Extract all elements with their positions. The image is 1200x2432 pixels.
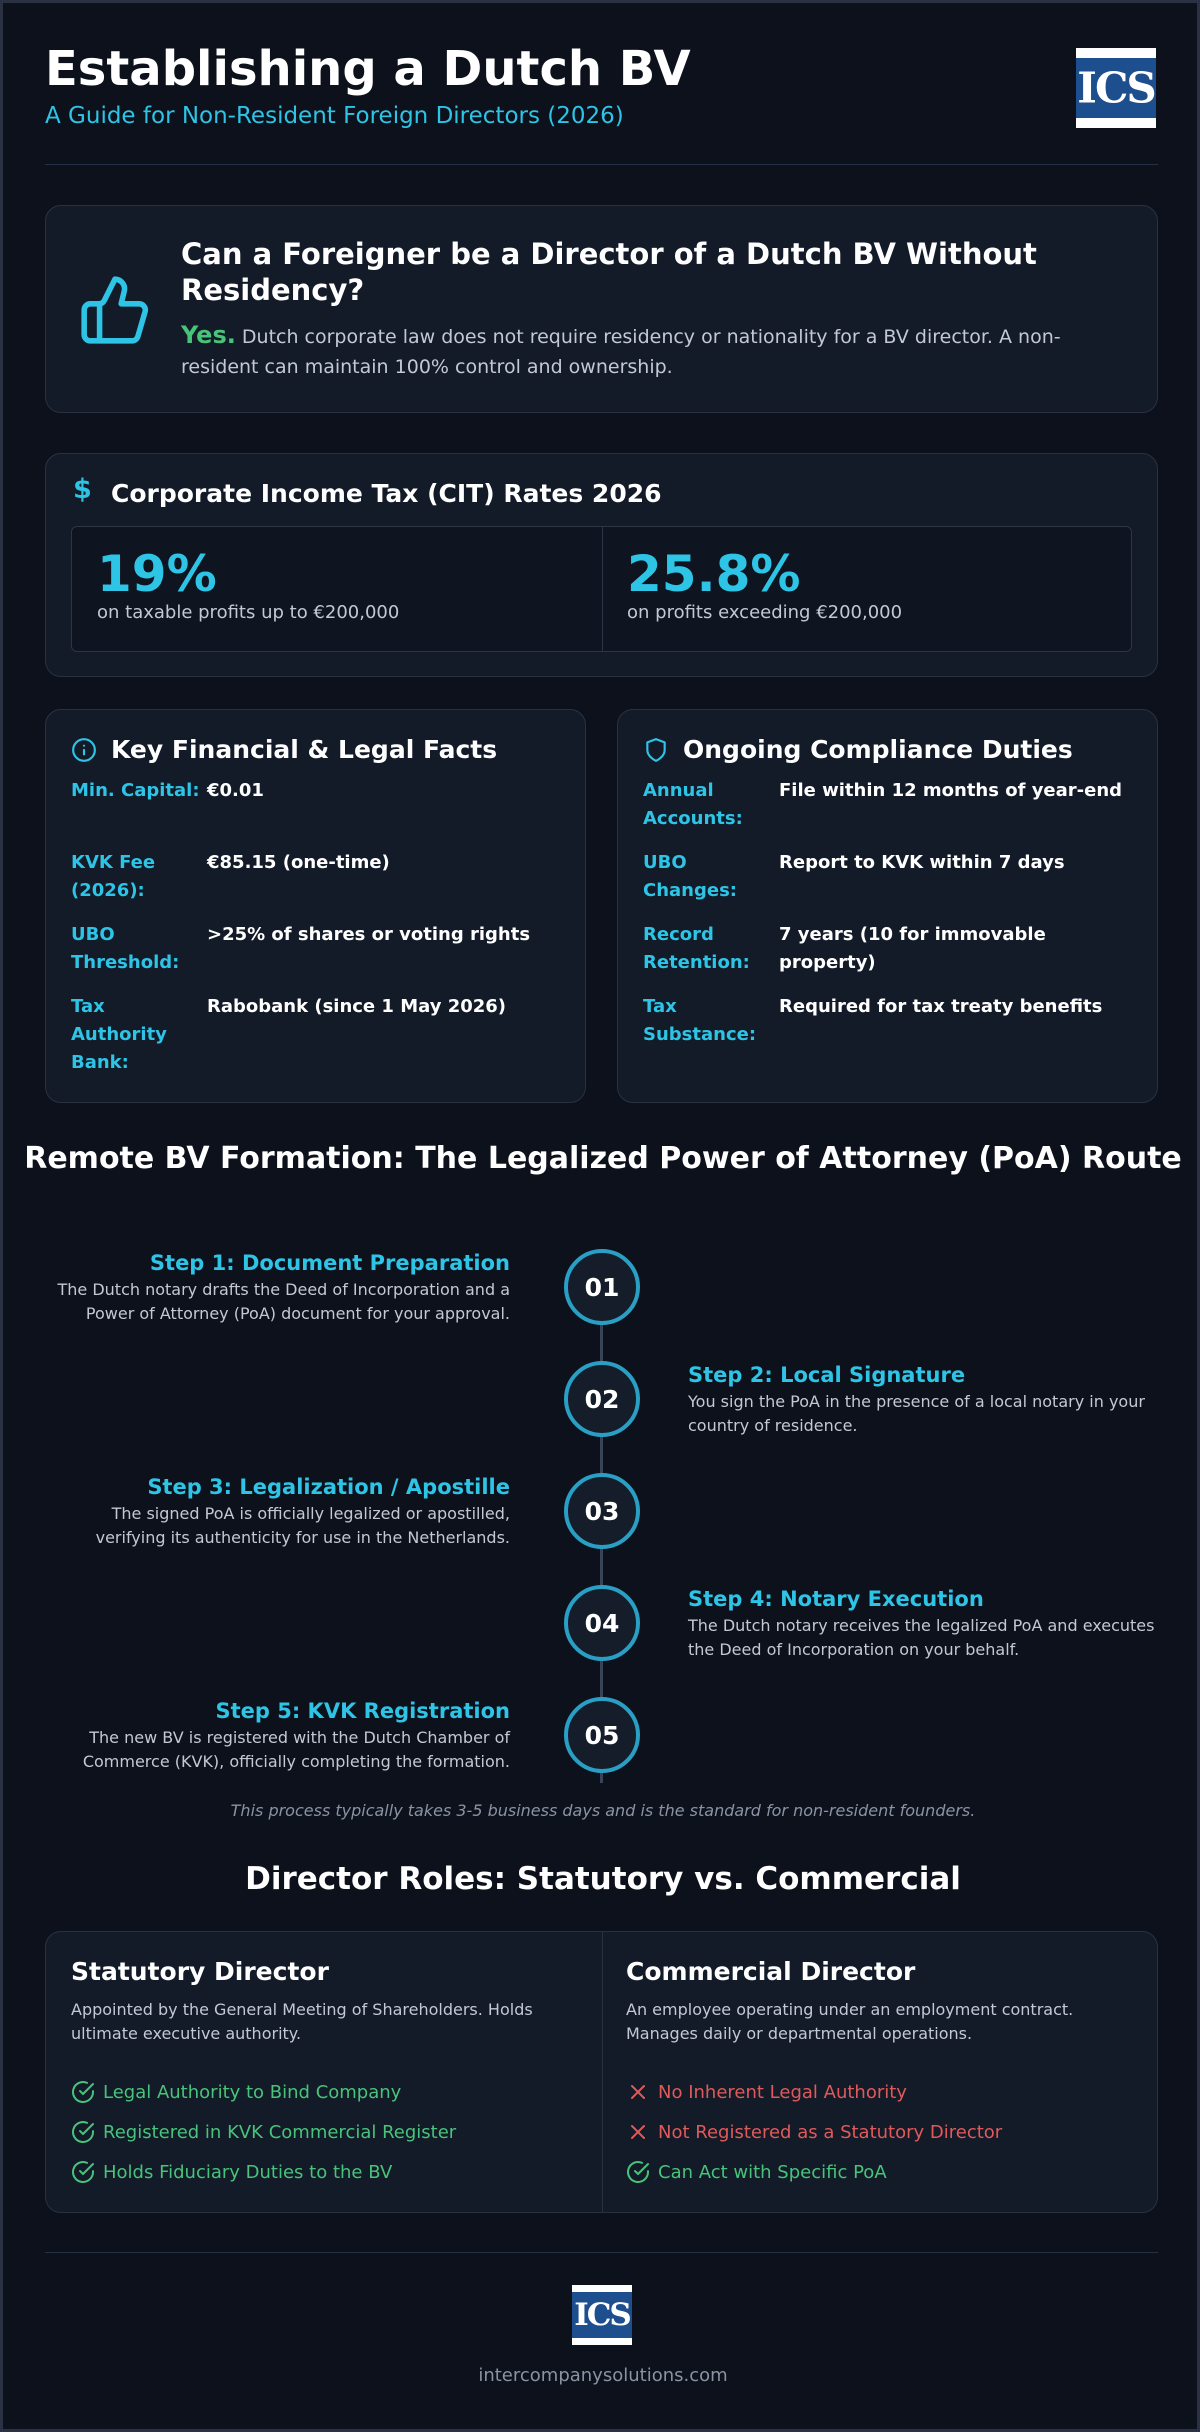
shield-icon — [643, 736, 669, 768]
check-circle-icon — [71, 2080, 95, 2104]
cit-title: Corporate Income Tax (CIT) Rates 2026 — [111, 479, 662, 508]
footer-url[interactable]: intercompanysolutions.com — [478, 2365, 728, 2386]
step-4-desc: The Dutch notary receives the legalized PoA and executes the Deed of Incorporation on your behalf. — [688, 1616, 1155, 1659]
duty-label-substance: Tax Substance: — [643, 996, 757, 1045]
cit-rates-box — [71, 526, 1132, 652]
page-title: Establishing a Dutch BV — [45, 41, 691, 97]
commercial-item-3: Can Act with Specific PoA — [626, 2160, 887, 2184]
facts-title: Key Financial & Legal Facts — [111, 735, 498, 764]
step-3-title: Step 3: Legalization / Apostille — [147, 1475, 510, 1499]
duty-label-ubo: UBO Changes: — [643, 852, 737, 901]
cit-rate-high-desc: on profits exceeding €200,000 — [627, 602, 903, 623]
duty-value-substance: Required for tax treaty benefits — [779, 996, 1103, 1017]
commercial-item-2: Not Registered as a Statutory Director — [626, 2120, 1002, 2144]
step-2-desc: You sign the PoA in the presence of a local notary in your country of residence. — [688, 1392, 1145, 1435]
fact-label-bank: Tax Authority Bank: — [71, 996, 167, 1073]
statutory-item-3: Holds Fiduciary Duties to the BV — [71, 2160, 392, 2184]
commercial-title: Commercial Director — [626, 1957, 916, 1986]
step-3-desc: The signed PoA is officially legalized or apostilled, verifying its authenticity for use in the Netherlands. — [95, 1504, 510, 1547]
footer-divider — [45, 2252, 1158, 2253]
step-4-title: Step 4: Notary Execution — [688, 1587, 984, 1611]
roles-divider — [602, 1932, 603, 2212]
step-1-desc: The Dutch notary drafts the Deed of Incorporation and a Power of Attorney (PoA) document for your approval. — [57, 1280, 510, 1323]
compliance-card — [617, 709, 1158, 1103]
commercial-desc: An employee operating under an employment contract. Manages daily or departmental operations. — [626, 2000, 1074, 2043]
step-5-circle: 05 — [564, 1697, 640, 1773]
thumbs-up-icon — [78, 271, 152, 353]
facts-card — [45, 709, 586, 1103]
cit-card — [45, 453, 1158, 677]
step-1-title: Step 1: Document Preparation — [149, 1251, 510, 1275]
check-circle-icon — [71, 2160, 95, 2184]
residency-card — [45, 205, 1158, 413]
header-divider — [45, 164, 1158, 165]
answer-body: Dutch corporate law does not require residency or nationality for a BV director. A non-resident can maintain 100% control and ownership. — [181, 326, 1061, 378]
fact-value-ubo: >25% of shares or voting rights — [207, 924, 531, 945]
statutory-title: Statutory Director — [71, 1957, 329, 1986]
timeline-title: Remote BV Formation: The Legalized Power of Attorney (PoA) Route — [24, 1141, 1182, 1176]
step-5-title: Step 5: KVK Registration — [215, 1699, 510, 1723]
dollar-icon: $ — [73, 474, 92, 505]
duty-value-ubo: Report to KVK within 7 days — [779, 852, 1065, 873]
company-logo: ICS — [1076, 48, 1156, 128]
check-circle-icon — [626, 2160, 650, 2184]
timeline-note: This process typically takes 3-5 business days and is the standard for non-resident founders. — [230, 1801, 976, 1820]
check-circle-icon — [71, 2120, 95, 2144]
footer-logo: ICS — [572, 2285, 632, 2345]
page-subtitle: A Guide for Non-Resident Foreign Directors (2026) — [45, 103, 624, 129]
step-2-title: Step 2: Local Signature — [688, 1363, 966, 1387]
x-icon — [626, 2120, 650, 2144]
step-5-desc: The new BV is registered with the Dutch Chamber of Commerce (KVK), officially completing the formation. — [82, 1728, 510, 1771]
answer-yes: Yes. — [181, 321, 236, 349]
duty-value-retention: 7 years (10 for immovable property) — [779, 924, 1046, 973]
step-1-circle: 01 — [564, 1249, 640, 1325]
fact-label-ubo: UBO Threshold: — [71, 924, 180, 973]
info-icon — [71, 737, 97, 767]
cit-rate-high: 25.8% — [627, 545, 801, 603]
residency-question: Can a Foreigner be a Director of a Dutch BV Without Residency? — [181, 237, 1037, 307]
fact-label-kvk: KVK Fee (2026): — [71, 852, 156, 901]
x-icon — [626, 2080, 650, 2104]
rates-divider — [602, 527, 603, 651]
step-3-circle: 03 — [564, 1473, 640, 1549]
roles-card — [45, 1931, 1158, 2213]
cit-rate-low-desc: on taxable profits up to €200,000 — [97, 602, 400, 623]
commercial-item-1: No Inherent Legal Authority — [626, 2080, 907, 2104]
step-4-circle: 04 — [564, 1585, 640, 1661]
roles-title: Director Roles: Statutory vs. Commercial — [245, 1861, 961, 1897]
duty-label-retention: Record Retention: — [643, 924, 750, 973]
fact-label-capital: Min. Capital: — [71, 780, 200, 801]
statutory-desc: Appointed by the General Meeting of Shareholders. Holds ultimate executive authority. — [71, 2000, 533, 2043]
cit-rate-low: 19% — [97, 545, 217, 603]
statutory-item-2: Registered in KVK Commercial Register — [71, 2120, 456, 2144]
fact-value-capital: €0.01 — [207, 780, 264, 801]
step-2-circle: 02 — [564, 1361, 640, 1437]
statutory-item-1: Legal Authority to Bind Company — [71, 2080, 401, 2104]
residency-answer — [181, 320, 1111, 382]
duty-value-accounts: File within 12 months of year-end — [779, 780, 1123, 801]
compliance-title: Ongoing Compliance Duties — [683, 735, 1073, 764]
fact-value-bank: Rabobank (since 1 May 2026) — [207, 996, 507, 1017]
fact-value-kvk: €85.15 (one-time) — [207, 852, 390, 873]
duty-label-accounts: Annual Accounts: — [643, 780, 743, 829]
